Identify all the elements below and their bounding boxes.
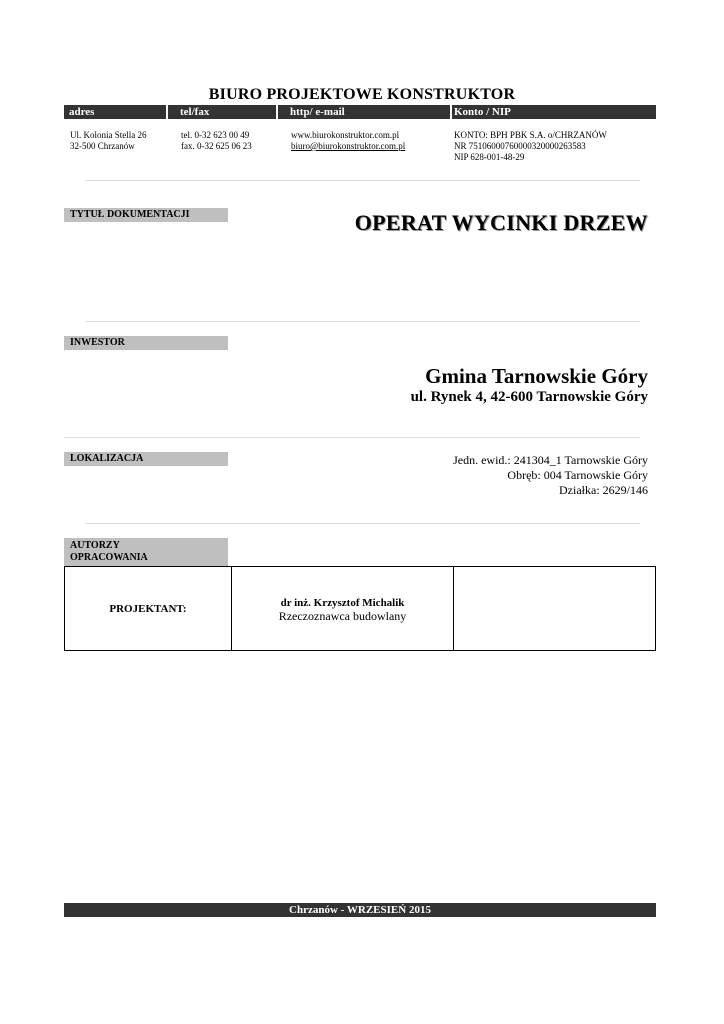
divider [86,180,640,181]
divider [86,523,640,524]
location-label: LOKALIZACJA [64,452,228,466]
author-cell [232,567,454,651]
phone-number: tel. 0-32 623 00 49 [181,130,250,140]
fax-number: fax. 0-32 625 06 23 [181,141,252,151]
header-col-account: Konto / NIP [454,106,511,118]
authors-table [64,566,656,651]
address-line: 32-500 Chrzanów [70,141,135,151]
website-text: www.biurokonstruktor.com.pl [291,130,400,140]
authors-label-line: AUTORZY [70,540,120,551]
investor-name: Gmina Tarnowskie Góry [425,364,648,388]
email-link[interactable]: biuro@biurokonstruktor.com.pl [291,141,406,151]
header-col-telfax: tel/fax [180,106,210,118]
header-separator [166,105,168,119]
account-block [454,130,607,163]
location-line: Działka: 2629/146 [559,483,648,497]
footer-bar: Chrzanów - WRZESIEŃ 2015 [64,903,656,917]
author-title: Rzeczoznawca budowlany [278,609,407,623]
header-bar [64,105,656,119]
account-number: NR 75106000760000320000263583 [454,141,586,151]
address-block [70,130,147,152]
address-line: Ul. Kolonia Stella 26 [70,130,147,140]
authors-label-line: OPRACOWANIA [70,552,148,563]
table-row [65,567,656,651]
authors-label [64,538,228,566]
location-details [453,453,648,498]
location-line: Obręb: 004 Tarnowskie Góry [507,468,648,482]
header-col-address: adres [69,106,95,118]
web-block [291,130,405,152]
location-line: Jedn. ewid.: 241304_1 Tarnowskie Góry [453,453,648,467]
company-name: BIURO PROJEKTOWE KONSTRUKTOR [208,86,516,103]
nip-number: NIP 628-001-48-29 [454,152,525,162]
author-name: dr inż. Krzysztof Michalik [280,597,405,609]
phone-block [181,130,252,152]
divider [86,321,640,322]
header-separator [276,105,278,119]
investor-address: ul. Rynek 4, 42-600 Tarnowskie Góry [410,389,648,405]
title-label: TYTUŁ DOKUMENTACJI [64,208,228,222]
header-separator [450,105,452,119]
divider [64,437,640,438]
role-cell: PROJEKTANT: [65,567,232,651]
header-col-web: http/ e-mail [290,106,345,118]
signature-cell [454,567,656,651]
bank-account: KONTO: BPH PBK S.A. o/CHRZANÓW [454,130,607,140]
document-title: OPERAT WYCINKI DRZEW [354,210,648,235]
investor-label: INWESTOR [64,336,228,350]
